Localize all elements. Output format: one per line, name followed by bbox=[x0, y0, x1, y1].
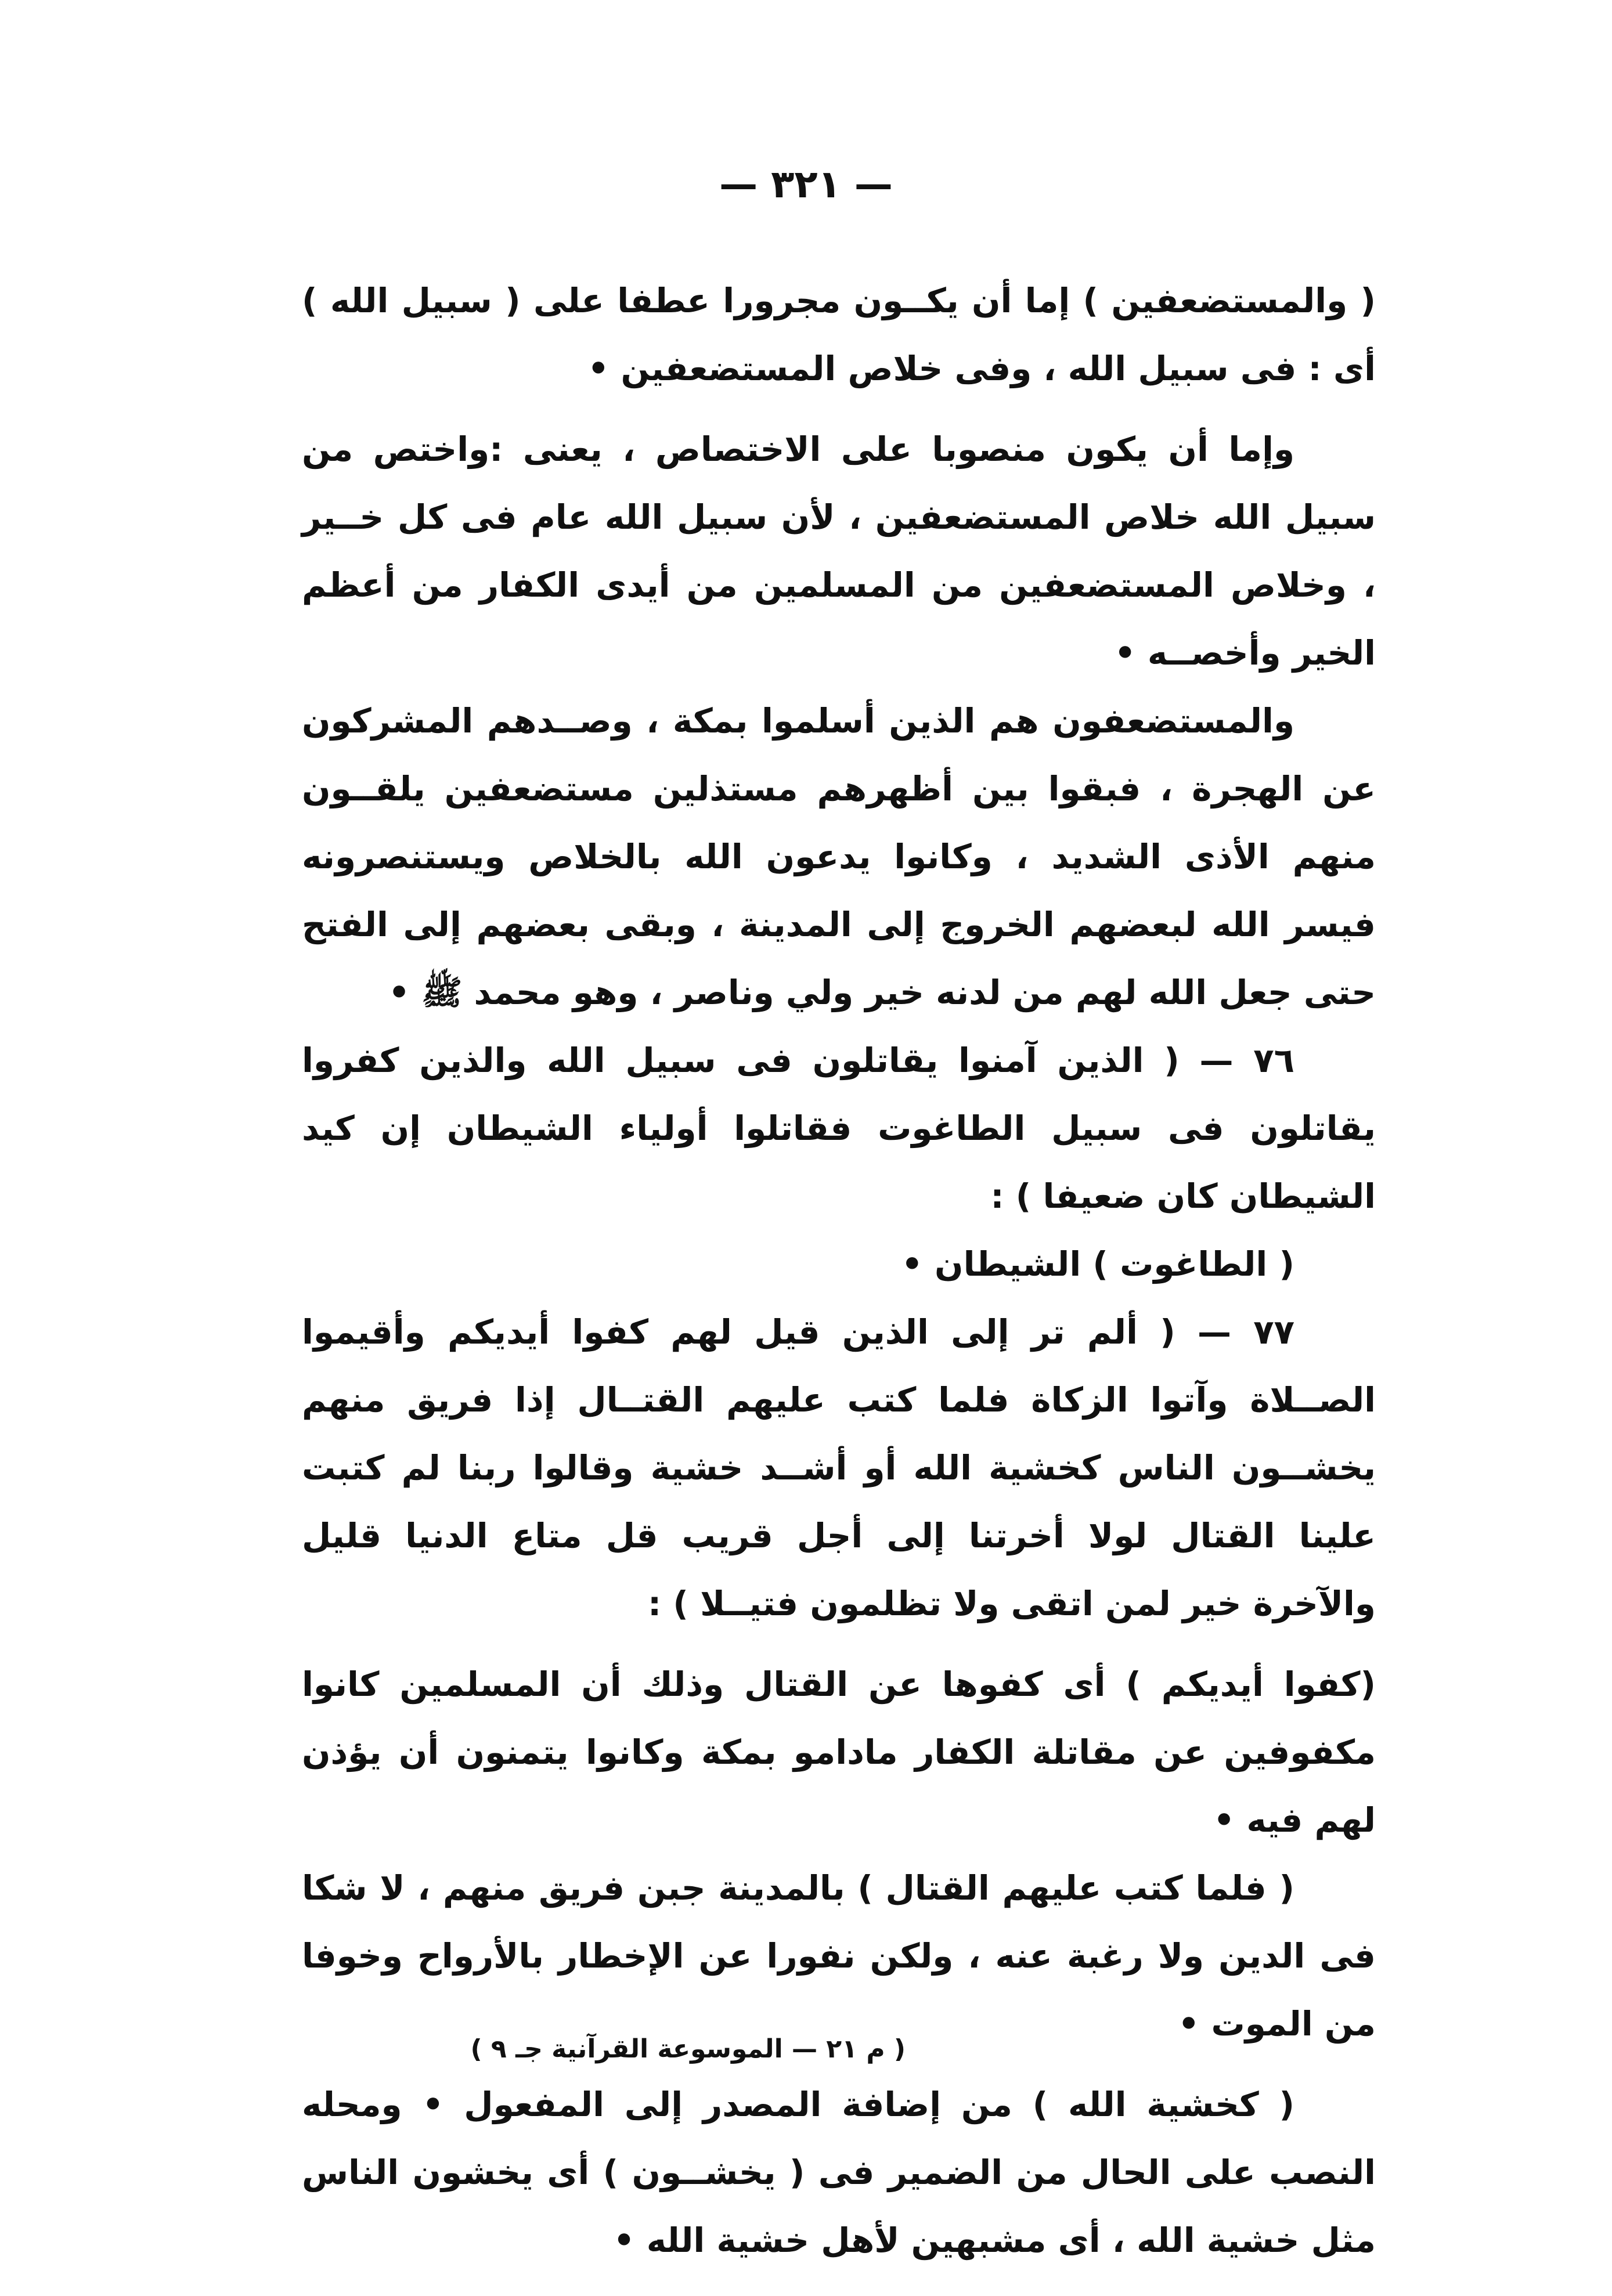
paragraph-kakhashyat: ( كخشية الله ) من إضافة المصدر إلى المفعول • ومحله النصب على الحال من الضمير فى ( يخشــون ) أى يخشون الناس مثل خشية الله ، أى مشبهين لأهل خشية الله • bbox=[302, 2085, 1376, 2260]
paragraph-taghut: ( الطاغوت ) الشيطان • bbox=[901, 1244, 1294, 1284]
paragraph-falamma: ( فلما كتب عليهم القتال ) بالمدينة جبن فريق منهم ، لا شكا فى الدين ولا رغبة عنه ، ولكن نفورا عن الإخطار بالأرواح وخوفا من الموت • bbox=[302, 1868, 1376, 2044]
main-text bbox=[302, 267, 1376, 2275]
footer-reference: ( م ٢١ — الموسوعة القرآنية جـ ٩ ) bbox=[470, 2034, 906, 2064]
verse-76: ٧٦ — ( الذين آمنوا يقاتلون فى سبيل الله والذين كفروا يقاتلون فى سبيل الطاغوت فقاتلوا أولياء الشيطان إن كيد الشيطان كان ضعيفا ) : bbox=[302, 1041, 1376, 1216]
paragraph-1: ( والمستضعفين ) إما أن يكــون مجرورا عطفا على ( سبيل الله ) أى : فى سبيل الله ، وفى خلاص المستضعفين • bbox=[302, 281, 1376, 388]
paragraph-3: والمستضعفون هم الذين أسلموا بمكة ، وصــدهم المشركون عن الهجرة ، فبقوا بين أظهرهم مستذلين مستضعفين يلقــون منهم الأذى الشديد ، وكانوا يدعون الله بالخلاص ويستنصرونه فيسر الله لبعضهم الخروج إلى المدينة ، وبقى بعضهم إلى الفتح حتى جعل الله لهم من لدنه خير ولي وناصر ، وهو محمد ﷺ • bbox=[302, 701, 1376, 1012]
page-number: — ٣٢١ — bbox=[719, 162, 893, 207]
verse-77: ٧٧ — ( ألم تر إلى الذين قيل لهم كفوا أيديكم وأقيموا الصــلاة وآتوا الزكاة فلما كتب عليهم القتــال إذا فريق منهم يخشــون الناس كخشية الله أو أشــد خشية وقالوا ربنا لم كتبت علينا القتال لولا أخرتنا إلى أجل قريب قل متاع الدنيا قليل والآخرة خير لمن اتقى ولا تظلمون فتيــلا ) : bbox=[302, 1312, 1376, 1623]
paragraph-2: وإما أن يكون منصوبا على الاختصاص ، يعنى :واختص من سبيل الله خلاص المستضعفين ، لأن سبيل الله عام فى كل خــير ، وخلاص المستضعفين من المسلمين من أيدى الكفار من أعظم الخير وأخصــه • bbox=[302, 429, 1376, 673]
paragraph-kuffu: (كفوا أيديكم ) أى كفوها عن القتال وذلك أن المسلمين كانوا مكفوفين عن مقاتلة الكفار مادامو بمكة وكانوا يتمنون أن يؤذن لهم فيه • bbox=[302, 1665, 1376, 1840]
